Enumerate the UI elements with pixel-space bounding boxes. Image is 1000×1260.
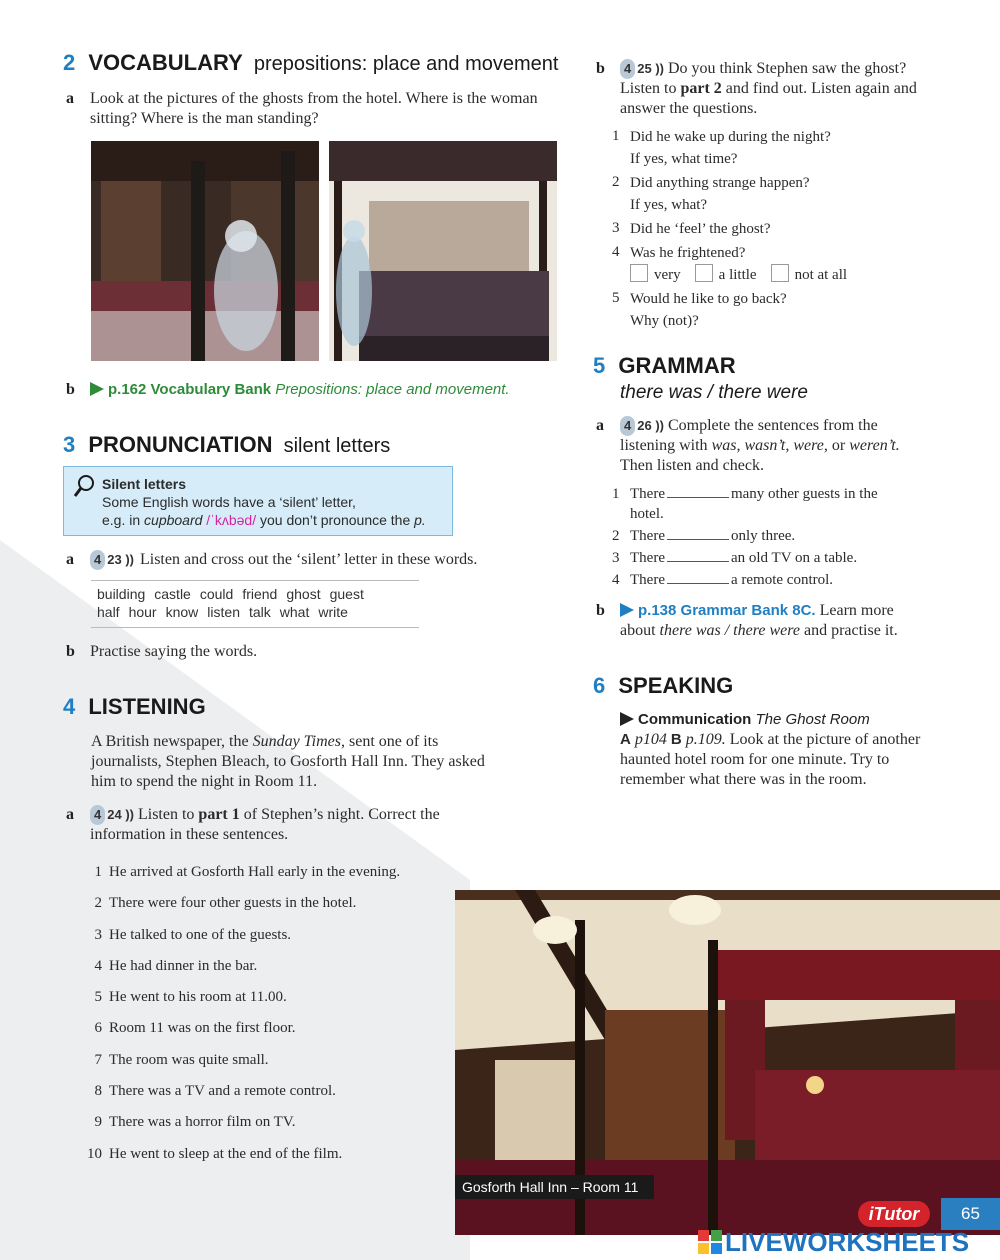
- grammar-sentence-list: [612, 484, 932, 592]
- sentence-text: There was a TV and a remote control.: [109, 1083, 336, 1100]
- grammar-bank-link[interactable]: p.138 Grammar Bank 8C.: [620, 602, 816, 619]
- question-followup: If yes, what?: [630, 197, 708, 213]
- question-followup: If yes, what time?: [630, 151, 738, 167]
- magnifier-icon: [72, 473, 96, 499]
- question-number: 5: [612, 290, 620, 306]
- silent-word: guest: [329, 586, 364, 602]
- sentence-text: There were four other guests in the hotel.: [109, 895, 357, 912]
- question-text: Did he ‘feel’ the ghost?: [630, 221, 771, 237]
- section-number: 3: [63, 432, 76, 457]
- sentence-start: There: [630, 572, 665, 588]
- box-title: Silent letters: [102, 476, 187, 492]
- item-label: a: [66, 90, 74, 107]
- listening-sentence: [78, 1144, 478, 1175]
- section-subtitle: silent letters: [283, 435, 391, 457]
- question-followup: Why (not)?: [630, 313, 699, 329]
- sentence-text: He talked to one of the guests.: [109, 926, 292, 943]
- question-text: Would he like to go back?: [630, 291, 787, 307]
- sentence-end: a remote control.: [730, 572, 834, 588]
- grammar-subtitle: there was / there were: [620, 382, 808, 403]
- grammar-sentence: [612, 484, 932, 524]
- vocabulary-bank-link[interactable]: p.162 Vocabulary Bank Prepositions: place and movement.: [90, 380, 510, 400]
- listening-sentence: [78, 1050, 478, 1081]
- silent-word-list: [91, 580, 419, 628]
- silent-word: building: [97, 586, 146, 602]
- listening-heading: [63, 694, 206, 720]
- listening-sentence-list: [78, 862, 478, 1175]
- section-subtitle: prepositions: place and movement: [253, 53, 559, 75]
- listening-question-list: [612, 126, 932, 334]
- option-a-little[interactable]: [695, 267, 757, 283]
- sentence-number: 2: [94, 895, 102, 912]
- audio-track-button[interactable]: 4 25 )): [620, 59, 664, 79]
- silent-word: could: [199, 586, 234, 602]
- grammar-sentence: [612, 548, 932, 568]
- box-line: e.g. in cupboard /ˈkʌbəd/ you don’t pronounce the p.: [102, 512, 426, 528]
- arrow-right-icon: [620, 603, 634, 617]
- checkbox[interactable]: [630, 264, 648, 282]
- sentence-start: There: [630, 550, 665, 566]
- vocab-item-a: [66, 89, 546, 129]
- checkbox[interactable]: [695, 264, 713, 282]
- silent-word: ghost: [286, 586, 321, 602]
- silent-word: half: [97, 604, 120, 620]
- listening-question: [612, 172, 932, 216]
- sentence-text: He went to sleep at the end of the film.: [109, 1145, 343, 1162]
- section-title: VOCABULARY: [88, 50, 243, 75]
- sentence-text: He arrived at Gosforth Hall early in the evening.: [109, 864, 401, 880]
- sentence-number: 8: [94, 1083, 102, 1100]
- answer-blank[interactable]: [667, 583, 729, 584]
- pron-a-text: Listen and cross out the ‘silent’ letter in these words.: [139, 551, 478, 568]
- sentence-number: 5: [94, 989, 102, 1006]
- item-label: a: [66, 806, 74, 823]
- arrow-right-icon: [620, 712, 634, 726]
- option-label: not at all: [794, 267, 848, 283]
- sentence-end: an old TV on a table.: [730, 550, 858, 566]
- section-title: SPEAKING: [618, 673, 734, 698]
- listening-question: [612, 288, 932, 332]
- listening-sentence: [78, 1112, 478, 1143]
- listening-sentence: [78, 956, 478, 987]
- grammar-item-b: b p.138 Grammar Bank 8C. Learn more about there was / there were and practise it.: [596, 602, 898, 639]
- vocab-item-b: [66, 380, 586, 400]
- sentence-number: 4: [94, 957, 102, 974]
- itutor-button[interactable]: iTutor: [858, 1201, 930, 1227]
- liveworksheets-logo: LIVEWORKSHEETS: [698, 1227, 969, 1257]
- silent-word: talk: [248, 604, 271, 620]
- sentence-number: 1: [94, 864, 102, 880]
- checkbox[interactable]: [771, 264, 789, 282]
- liveworksheets-logo-icon: [698, 1230, 722, 1254]
- silent-word: hour: [128, 604, 157, 620]
- sentence-text: He had dinner in the bar.: [109, 957, 258, 974]
- box-line: Some English words have a ‘silent’ letter,: [102, 494, 356, 510]
- section-number: 5: [593, 353, 606, 378]
- listening-sentence: [78, 1081, 478, 1112]
- item-label: b: [596, 602, 605, 619]
- question-text: Was he frightened?: [630, 245, 746, 261]
- listening-sentence: [78, 862, 478, 893]
- section-title: GRAMMAR: [618, 353, 736, 378]
- listening-item-a: a 4 24 )) Listen to part 1 of Stephen’s night. Correct the information in these sentences.: [66, 806, 440, 843]
- answer-blank[interactable]: [667, 497, 729, 498]
- sentence-start: There: [630, 486, 665, 502]
- grammar-item-a: a 4 26 )) Complete the sentences from the listening with was, wasn’t, were, or weren’t. Then listen and check.: [596, 417, 900, 474]
- listening-sentence: [78, 987, 478, 1018]
- vocab-a-text: Look at the pictures of the ghosts from the hotel. Where is the woman sitting? Where is the man standing?: [90, 90, 538, 127]
- pronunciation-heading: [63, 432, 390, 458]
- listening-question: [612, 126, 932, 170]
- sentence-number: 6: [94, 1020, 102, 1037]
- silent-word: castle: [154, 586, 191, 602]
- listening-question: [612, 218, 932, 240]
- pron-item-b: [66, 642, 546, 662]
- listening-item-b: b 4 25 )) Do you think Stephen saw the ghost? Listen to part 2 and find out. Listen again and answer the questions.: [596, 60, 917, 117]
- audio-track-button[interactable]: 4 26 )): [620, 416, 664, 436]
- option-very[interactable]: [630, 267, 681, 283]
- silent-word: listen: [207, 604, 240, 620]
- sentence-text: He went to his room at 11.00.: [109, 989, 287, 1006]
- listening-sentence: [78, 1018, 478, 1049]
- silent-word: what: [279, 604, 310, 620]
- sentence-number: 2: [612, 528, 620, 544]
- question-number: 4: [612, 244, 620, 260]
- sentence-end: only three.: [730, 528, 796, 544]
- section-title: LISTENING: [88, 694, 206, 719]
- section-title: PRONUNCIATION: [88, 432, 273, 457]
- section-number: 4: [63, 694, 76, 719]
- ghost-woman-photo: [91, 141, 319, 361]
- sentence-start: There: [630, 528, 665, 544]
- sentence-number: 9: [94, 1114, 102, 1131]
- sentence-end: many other guests in the: [730, 486, 878, 502]
- sentence-number: 3: [94, 926, 102, 943]
- pron-item-a: [66, 550, 546, 570]
- arrow-right-icon: [90, 382, 104, 396]
- speaking-heading: [593, 673, 733, 699]
- listening-intro: A British newspaper, the Sunday Times, sent one of its journalists, Stephen Bleach, to Gosforth Hall Inn. They asked him to spend the night in Room 11.: [91, 733, 485, 790]
- silent-word: know: [165, 604, 199, 620]
- option-not-at-all[interactable]: [771, 267, 848, 283]
- listening-sentence: [78, 893, 478, 924]
- listening-sentence: [78, 925, 478, 956]
- item-label: b: [596, 60, 605, 77]
- grammar-sentence: [612, 570, 932, 590]
- silent-word: write: [318, 604, 348, 620]
- sentence-number: 7: [94, 1051, 102, 1068]
- item-label: b: [66, 643, 75, 660]
- item-label: a: [66, 551, 74, 568]
- photo-caption: Gosforth Hall Inn – Room 11: [455, 1175, 654, 1199]
- item-label: b: [66, 381, 75, 398]
- sentence-number: 3: [612, 550, 620, 566]
- answer-blank[interactable]: [667, 561, 729, 562]
- audio-track-button[interactable]: 4 24 )): [90, 805, 134, 825]
- section-number: 6: [593, 673, 606, 698]
- question-number: 1: [612, 128, 620, 144]
- communication-link[interactable]: Communication The Ghost Room: [620, 711, 870, 728]
- section-number: 2: [63, 50, 76, 75]
- option-label: a little: [718, 267, 757, 283]
- grammar-heading: [593, 353, 736, 379]
- ghost-man-photo: [329, 141, 557, 361]
- pron-b-text: Practise saying the words.: [90, 643, 258, 660]
- question-number: 2: [612, 174, 620, 190]
- question-text: Did he wake up during the night?: [630, 129, 831, 145]
- item-label: a: [596, 417, 604, 434]
- sentence-continuation: hotel.: [630, 506, 664, 522]
- frightened-options: [630, 264, 861, 286]
- sentence-number: 4: [612, 572, 620, 588]
- question-number: 3: [612, 220, 620, 236]
- listening-question: [612, 242, 932, 286]
- silent-word: friend: [242, 586, 278, 602]
- sentence-number: 10: [87, 1145, 102, 1162]
- speaking-instructions: A p104 B p.109. Look at the picture of another haunted hotel room for one minute. Try to remember what there was in the room.: [620, 731, 921, 788]
- question-text: Did anything strange happen?: [630, 175, 810, 191]
- audio-track-button[interactable]: 4 23 )): [90, 550, 134, 570]
- silent-letters-box: [63, 466, 453, 536]
- answer-blank[interactable]: [667, 539, 729, 540]
- sentence-text: There was a horror film on TV.: [109, 1114, 296, 1131]
- page-number: 65: [941, 1198, 1000, 1230]
- grammar-sentence: [612, 526, 932, 546]
- option-label: very: [654, 267, 681, 283]
- sentence-text: The room was quite small.: [109, 1051, 269, 1068]
- sentence-text: Room 11 was on the first floor.: [109, 1020, 296, 1037]
- sentence-number: 1: [612, 486, 620, 502]
- vocabulary-heading: [63, 50, 583, 76]
